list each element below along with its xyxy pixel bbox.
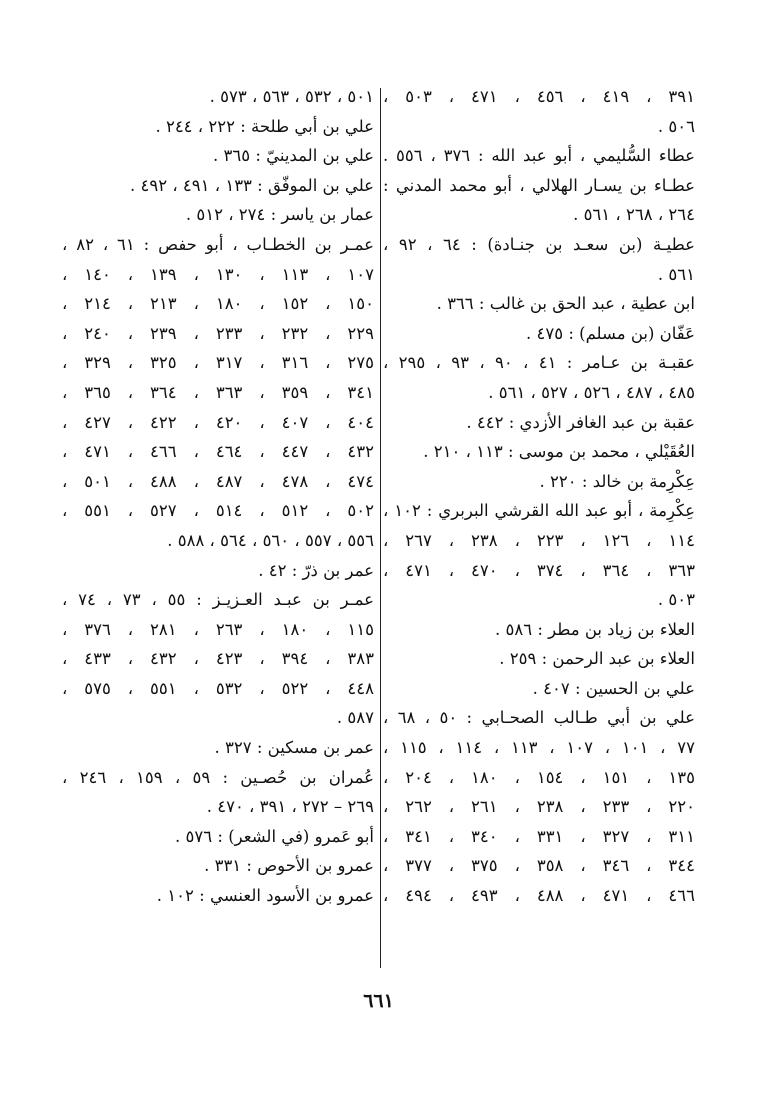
index-line: ٥٥٦ ، ٥٥٧ ، ٥٦٠ ، ٥٦٤ ، ٥٨٨ . <box>167 530 374 550</box>
index-line: عطيـة (بن سعـد بن جنـادة) : ٦٤ ، ٩٢ ، <box>383 234 695 254</box>
index-line: علي بن الموفّق : ١٣٣ ، ٤٩١ ، ٤٩٢ . <box>129 175 374 195</box>
index-line: ١٥٠ ، ١٥٢ ، ١٨٠ ، ٢١٣ ، ٢١٤ ، <box>62 294 374 314</box>
index-line: ٥٠٢ ، ٥١٢ ، ٥١٤ ، ٥٢٧ ، ٥٥١ ، <box>62 501 374 521</box>
index-line: ٥٠٦ . <box>657 116 695 136</box>
index-line: عَفّان (بن مسلم) : ٤٧٥ . <box>526 323 695 343</box>
index-line: ٣١١ ، ٣٢٧ ، ٣٣١ ، ٣٤٠ ، ٣٤١ ، <box>383 826 695 846</box>
index-line: عطاء السُّليمي ، أبو عبد الله : ٣٧٦ ، ٥٥٦ . <box>383 146 695 166</box>
index-line: ٢٢٠ ، ٢٣٣ ، ٢٣٨ ، ٢٦١ ، ٢٦٢ ، <box>383 797 695 817</box>
index-column-left <box>62 82 374 911</box>
index-line: ٢٢٩ ، ٢٣٢ ، ٢٣٣ ، ٢٣٩ ، ٢٤٠ ، <box>62 323 374 343</box>
index-line: علي بن الحسين : ٤٠٧ . <box>532 678 695 698</box>
index-line: علي بن أبي طلحة : ٢٢٢ ، ٢٤٤ . <box>155 116 374 136</box>
index-line: ٤٦٦ ، ٤٧١ ، ٤٨٨ ، ٤٩٣ ، ٤٩٤ ، <box>383 886 695 906</box>
index-line: ٤٨٥ ، ٤٨٧ ، ٥٢٦ ، ٥٢٧ ، ٥٦١ . <box>488 382 695 402</box>
index-line: ٢٧٥ ، ٣١٦ ، ٣١٧ ، ٣٢٥ ، ٣٢٩ ، <box>62 353 374 373</box>
index-line: عمرو بن الأسود العنسي : ١٠٢ . <box>156 886 374 906</box>
index-line: العُقَيْلي ، محمد بن موسى : ١١٣ ، ٢١٠ . <box>423 442 695 462</box>
index-line: ٢٦٩ – ٢٧٢ ، ٣٩١ ، ٤٧٠ . <box>206 797 374 817</box>
index-line: ٣٤١ ، ٣٥٩ ، ٣٦٣ ، ٣٦٤ ، ٣٦٥ ، <box>62 382 374 402</box>
index-line: عِكْرِمة بن خالد : ٢٢٠ . <box>539 471 695 491</box>
index-line: ١٣٥ ، ١٥١ ، ١٥٤ ، ١٨٠ ، ٢٠٤ ، <box>383 767 695 787</box>
index-line: ٥٨٧ . <box>336 708 374 728</box>
index-line: ٣٤٤ ، ٣٤٦ ، ٣٥٨ ، ٣٧٥ ، ٣٧٧ ، <box>383 856 695 876</box>
index-line: علي بن أبي طـالب الصحـابي : ٥٠ ، ٦٨ ، <box>383 708 695 728</box>
index-line: ابن عطية ، عبد الحق بن غالب : ٣٦٦ . <box>436 294 695 314</box>
index-line: ١١٤ ، ١٢٦ ، ٢٢٣ ، ٢٣٨ ، ٢٦٧ ، <box>383 530 695 550</box>
index-line: عطـاء بن يسـار الهلالي ، أبو محمد المدني : <box>383 175 695 195</box>
page-number: ٦٦١ <box>363 990 394 1012</box>
index-line: عُمران بن حُصـين : ٥٩ ، ١٥٩ ، ٢٤٦ ، <box>62 767 374 787</box>
index-line: عمر بن مسكين : ٣٢٧ . <box>214 738 374 758</box>
index-line: عمرو بن الأحوص : ٣٣١ . <box>204 856 374 876</box>
index-line: عقبـة بن عـامر : ٤١ ، ٩٠ ، ٩٣ ، ٢٩٥ ، <box>383 353 695 373</box>
index-line: ٥٠٣ . <box>657 590 695 610</box>
index-line: العلاء بن زياد بن مطر : ٥٨٦ . <box>494 619 695 639</box>
index-line: ٥٦١ . <box>657 264 695 284</box>
index-line: ٤٣٢ ، ٤٤٧ ، ٤٦٤ ، ٤٦٦ ، ٤٧١ ، <box>62 442 374 462</box>
index-line: ١١٥ ، ١٨٠ ، ٢٦٣ ، ٢٨١ ، ٣٧٦ ، <box>62 619 374 639</box>
index-line: ٤٧٤ ، ٤٧٨ ، ٤٨٧ ، ٤٨٨ ، ٥٠١ ، <box>62 471 374 491</box>
index-column-right <box>383 82 695 911</box>
index-line: ٤٠٤ ، ٤٠٧ ، ٤٢٠ ، ٤٢٢ ، ٤٢٧ ، <box>62 412 374 432</box>
index-line: ٧٧ ، ١٠١ ، ١٠٧ ، ١١٣ ، ١١٤ ، ١١٥ ، <box>383 738 695 758</box>
index-line: ٣٦٣ ، ٣٦٤ ، ٣٧٤ ، ٤٧٠ ، ٤٧١ ، <box>383 560 695 580</box>
index-line: عمر بن ذرّ : ٤٢ . <box>258 560 374 580</box>
index-line: ٤٤٨ ، ٥٢٢ ، ٥٣٢ ، ٥٥١ ، ٥٧٥ ، <box>62 678 374 698</box>
index-line: العلاء بن عبد الرحمن : ٢٥٩ . <box>499 649 695 669</box>
index-line: عقبة بن عبد الغافر الأزدي : ٤٤٢ . <box>466 412 695 432</box>
index-line: عمـر بن عبـد العـزيـز : ٥٥ ، ٧٣ ، ٧٤ ، <box>62 590 374 610</box>
index-line: عِكْرِمة ، أبو عبد الله القرشي البربري : ١٠٢ ، <box>383 501 695 521</box>
index-line: ٣٨٣ ، ٣٩٤ ، ٤٢٣ ، ٤٣٢ ، ٤٣٣ ، <box>62 649 374 669</box>
index-line: ٥٠١ ، ٥٣٢ ، ٥٦٣ ، ٥٧٣ . <box>209 87 374 106</box>
index-line: علي بن المدينيّ : ٣٦٥ . <box>213 146 374 166</box>
index-line: أبو عَمرو (في الشعر) : ٥٧٦ . <box>175 826 374 846</box>
column-divider <box>380 88 381 968</box>
index-line: عمار بن ياسر : ٢٧٤ ، ٥١٢ . <box>185 205 374 225</box>
index-line: عمـر بن الخطـاب ، أبو حفص : ٦١ ، ٨٢ ، <box>62 234 374 254</box>
index-line: ٣٩١ ، ٤١٩ ، ٤٥٦ ، ٤٧١ ، ٥٠٣ ، <box>383 87 695 106</box>
index-line: ١٠٧ ، ١١٣ ، ١٣٠ ، ١٣٩ ، ١٤٠ ، <box>62 264 374 284</box>
index-line: ٢٦٤ ، ٢٦٨ ، ٥٦١ . <box>573 205 695 225</box>
